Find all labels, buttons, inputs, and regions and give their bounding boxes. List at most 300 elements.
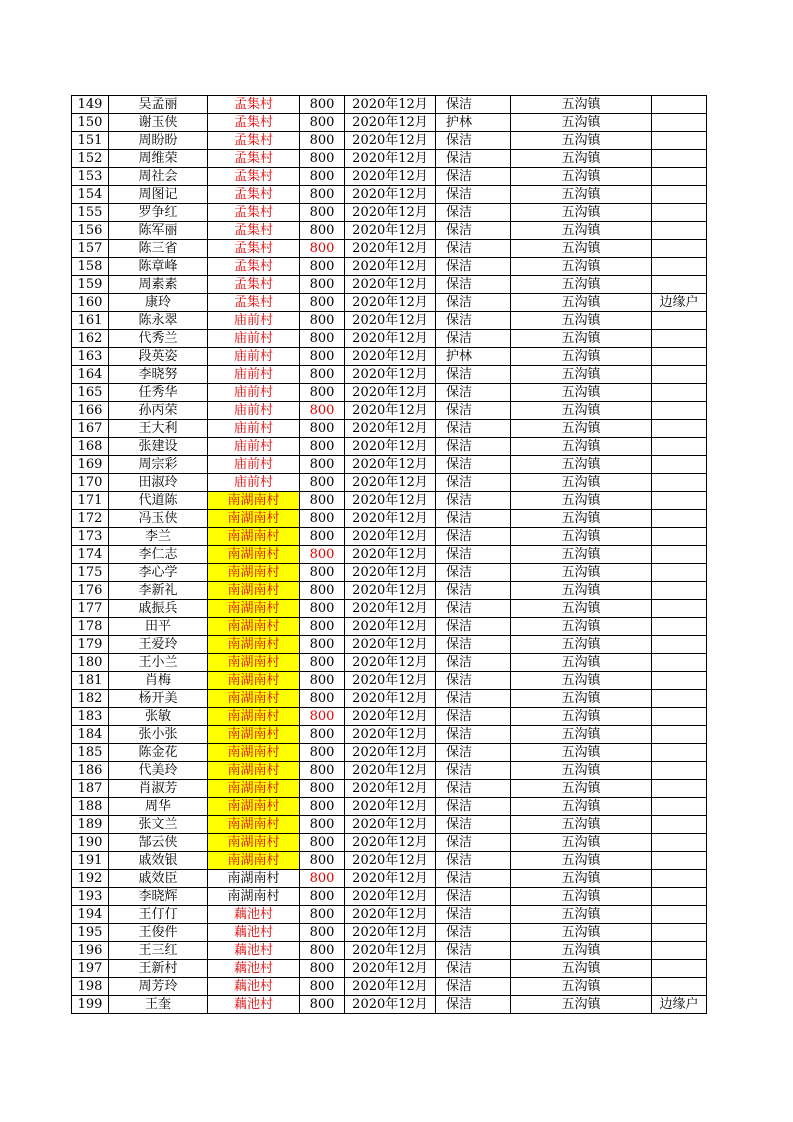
amount: 800	[300, 600, 345, 618]
remark	[652, 618, 707, 636]
row-number: 153	[72, 168, 109, 186]
table-row	[72, 276, 707, 294]
job-type: 护林	[436, 348, 511, 366]
job-type: 保洁	[436, 780, 511, 798]
person-name: 周社会	[109, 168, 208, 186]
month: 2020年12月	[345, 384, 436, 402]
job-type: 保洁	[436, 708, 511, 726]
month: 2020年12月	[345, 582, 436, 600]
row-number: 178	[72, 618, 109, 636]
table-row	[72, 816, 707, 834]
town-name: 五沟镇	[511, 132, 652, 150]
job-type: 保洁	[436, 726, 511, 744]
month: 2020年12月	[345, 204, 436, 222]
town-name: 五沟镇	[511, 942, 652, 960]
town-name: 五沟镇	[511, 294, 652, 312]
village-name: 南湖南村	[208, 600, 300, 618]
person-name: 张建设	[109, 438, 208, 456]
table-row	[72, 114, 707, 132]
job-type: 保洁	[436, 258, 511, 276]
month: 2020年12月	[345, 96, 436, 114]
table-row	[72, 960, 707, 978]
remark: 边缘户	[652, 996, 707, 1014]
person-name: 代道陈	[109, 492, 208, 510]
village-name: 南湖南村	[208, 492, 300, 510]
month: 2020年12月	[345, 798, 436, 816]
village-name: 庙前村	[208, 420, 300, 438]
job-type: 保洁	[436, 636, 511, 654]
table-row	[72, 834, 707, 852]
row-number: 166	[72, 402, 109, 420]
job-type: 保洁	[436, 960, 511, 978]
row-number: 188	[72, 798, 109, 816]
remark	[652, 978, 707, 996]
amount: 800	[300, 636, 345, 654]
village-name: 孟集村	[208, 168, 300, 186]
town-name: 五沟镇	[511, 456, 652, 474]
table-row	[72, 438, 707, 456]
town-name: 五沟镇	[511, 204, 652, 222]
village-name: 藕池村	[208, 996, 300, 1014]
month: 2020年12月	[345, 888, 436, 906]
remark	[652, 708, 707, 726]
village-name: 南湖南村	[208, 690, 300, 708]
remark	[652, 654, 707, 672]
person-name: 周维荣	[109, 150, 208, 168]
row-number: 169	[72, 456, 109, 474]
job-type: 保洁	[436, 276, 511, 294]
village-name: 南湖南村	[208, 780, 300, 798]
month: 2020年12月	[345, 564, 436, 582]
amount: 800	[300, 186, 345, 204]
town-name: 五沟镇	[511, 366, 652, 384]
village-name: 庙前村	[208, 348, 300, 366]
town-name: 五沟镇	[511, 708, 652, 726]
town-name: 五沟镇	[511, 258, 652, 276]
month: 2020年12月	[345, 744, 436, 762]
amount: 800	[300, 834, 345, 852]
remark	[652, 420, 707, 438]
village-name: 藕池村	[208, 960, 300, 978]
job-type: 保洁	[436, 924, 511, 942]
table-row	[72, 636, 707, 654]
table-row	[72, 762, 707, 780]
job-type: 保洁	[436, 240, 511, 258]
job-type: 保洁	[436, 366, 511, 384]
person-name: 李晓努	[109, 366, 208, 384]
town-name: 五沟镇	[511, 870, 652, 888]
remark	[652, 438, 707, 456]
job-type: 保洁	[436, 762, 511, 780]
remark	[652, 96, 707, 114]
remark	[652, 546, 707, 564]
row-number: 167	[72, 420, 109, 438]
village-name: 南湖南村	[208, 744, 300, 762]
row-number: 149	[72, 96, 109, 114]
month: 2020年12月	[345, 780, 436, 798]
row-number: 155	[72, 204, 109, 222]
remark	[652, 582, 707, 600]
person-name: 王大利	[109, 420, 208, 438]
remark	[652, 474, 707, 492]
remark	[652, 762, 707, 780]
amount: 800	[300, 996, 345, 1014]
remark	[652, 312, 707, 330]
job-type: 保洁	[436, 618, 511, 636]
table-row	[72, 726, 707, 744]
job-type: 保洁	[436, 654, 511, 672]
person-name: 李新礼	[109, 582, 208, 600]
person-name: 王新村	[109, 960, 208, 978]
table-row	[72, 924, 707, 942]
job-type: 保洁	[436, 798, 511, 816]
village-name: 庙前村	[208, 384, 300, 402]
village-name: 南湖南村	[208, 582, 300, 600]
person-name: 田平	[109, 618, 208, 636]
table-row	[72, 852, 707, 870]
table-row	[72, 582, 707, 600]
month: 2020年12月	[345, 348, 436, 366]
table-row	[72, 744, 707, 762]
row-number: 172	[72, 510, 109, 528]
month: 2020年12月	[345, 996, 436, 1014]
month: 2020年12月	[345, 114, 436, 132]
person-name: 郜云侠	[109, 834, 208, 852]
remark	[652, 240, 707, 258]
amount: 800	[300, 402, 345, 420]
table-row	[72, 510, 707, 528]
row-number: 160	[72, 294, 109, 312]
month: 2020年12月	[345, 816, 436, 834]
amount: 800	[300, 168, 345, 186]
remark	[652, 348, 707, 366]
amount: 800	[300, 654, 345, 672]
table-row	[72, 798, 707, 816]
row-number: 175	[72, 564, 109, 582]
village-name: 南湖南村	[208, 636, 300, 654]
town-name: 五沟镇	[511, 834, 652, 852]
person-name: 任秀华	[109, 384, 208, 402]
remark	[652, 924, 707, 942]
remark	[652, 906, 707, 924]
person-name: 张文兰	[109, 816, 208, 834]
town-name: 五沟镇	[511, 330, 652, 348]
town-name: 五沟镇	[511, 816, 652, 834]
remark	[652, 564, 707, 582]
row-number: 184	[72, 726, 109, 744]
person-name: 段英姿	[109, 348, 208, 366]
village-name: 孟集村	[208, 240, 300, 258]
amount: 800	[300, 798, 345, 816]
row-number: 162	[72, 330, 109, 348]
table-row	[72, 132, 707, 150]
amount: 800	[300, 672, 345, 690]
village-name: 藕池村	[208, 978, 300, 996]
town-name: 五沟镇	[511, 996, 652, 1014]
village-name: 庙前村	[208, 456, 300, 474]
row-number: 164	[72, 366, 109, 384]
month: 2020年12月	[345, 708, 436, 726]
month: 2020年12月	[345, 528, 436, 546]
month: 2020年12月	[345, 366, 436, 384]
town-name: 五沟镇	[511, 276, 652, 294]
town-name: 五沟镇	[511, 546, 652, 564]
amount: 800	[300, 474, 345, 492]
town-name: 五沟镇	[511, 384, 652, 402]
person-name: 张小张	[109, 726, 208, 744]
job-type: 保洁	[436, 564, 511, 582]
row-number: 189	[72, 816, 109, 834]
table-row	[72, 474, 707, 492]
row-number: 171	[72, 492, 109, 510]
job-type: 保洁	[436, 492, 511, 510]
row-number: 150	[72, 114, 109, 132]
remark	[652, 366, 707, 384]
town-name: 五沟镇	[511, 402, 652, 420]
village-name: 南湖南村	[208, 834, 300, 852]
row-number: 185	[72, 744, 109, 762]
village-name: 孟集村	[208, 294, 300, 312]
table-row	[72, 888, 707, 906]
person-name: 王爱玲	[109, 636, 208, 654]
row-number: 181	[72, 672, 109, 690]
person-name: 肖淑芳	[109, 780, 208, 798]
remark	[652, 798, 707, 816]
table-row	[72, 942, 707, 960]
job-type: 保洁	[436, 942, 511, 960]
amount: 800	[300, 852, 345, 870]
town-name: 五沟镇	[511, 438, 652, 456]
row-number: 187	[72, 780, 109, 798]
town-name: 五沟镇	[511, 672, 652, 690]
person-name: 吴孟丽	[109, 96, 208, 114]
amount: 800	[300, 456, 345, 474]
town-name: 五沟镇	[511, 168, 652, 186]
remark	[652, 510, 707, 528]
amount: 800	[300, 870, 345, 888]
table-row	[72, 456, 707, 474]
person-name: 陈永翠	[109, 312, 208, 330]
job-type: 保洁	[436, 474, 511, 492]
table-row	[72, 186, 707, 204]
person-name: 陈金花	[109, 744, 208, 762]
person-name: 陈军丽	[109, 222, 208, 240]
month: 2020年12月	[345, 636, 436, 654]
town-name: 五沟镇	[511, 726, 652, 744]
person-name: 陈章峰	[109, 258, 208, 276]
table-row	[72, 564, 707, 582]
person-name: 周图记	[109, 186, 208, 204]
job-type: 保洁	[436, 312, 511, 330]
remark	[652, 384, 707, 402]
remark	[652, 204, 707, 222]
remark	[652, 780, 707, 798]
row-number: 177	[72, 600, 109, 618]
table-row	[72, 402, 707, 420]
row-number: 199	[72, 996, 109, 1014]
person-name: 李仁志	[109, 546, 208, 564]
amount: 800	[300, 582, 345, 600]
person-name: 王小兰	[109, 654, 208, 672]
row-number: 195	[72, 924, 109, 942]
month: 2020年12月	[345, 258, 436, 276]
job-type: 保洁	[436, 816, 511, 834]
town-name: 五沟镇	[511, 798, 652, 816]
amount: 800	[300, 744, 345, 762]
month: 2020年12月	[345, 168, 436, 186]
amount: 800	[300, 222, 345, 240]
job-type: 保洁	[436, 384, 511, 402]
person-name: 王奎	[109, 996, 208, 1014]
row-number: 161	[72, 312, 109, 330]
village-name: 藕池村	[208, 924, 300, 942]
amount: 800	[300, 132, 345, 150]
amount: 800	[300, 906, 345, 924]
table-row	[72, 366, 707, 384]
table-row	[72, 384, 707, 402]
village-name: 孟集村	[208, 96, 300, 114]
town-name: 五沟镇	[511, 780, 652, 798]
month: 2020年12月	[345, 690, 436, 708]
amount: 800	[300, 492, 345, 510]
month: 2020年12月	[345, 456, 436, 474]
remark	[652, 672, 707, 690]
town-name: 五沟镇	[511, 978, 652, 996]
person-name: 代美玲	[109, 762, 208, 780]
row-number: 191	[72, 852, 109, 870]
table-row	[72, 330, 707, 348]
remark	[652, 600, 707, 618]
table-row	[72, 708, 707, 726]
remark	[652, 636, 707, 654]
person-name: 周华	[109, 798, 208, 816]
village-name: 南湖南村	[208, 870, 300, 888]
table-row	[72, 150, 707, 168]
remark	[652, 726, 707, 744]
row-number: 154	[72, 186, 109, 204]
month: 2020年12月	[345, 420, 436, 438]
person-name: 李心学	[109, 564, 208, 582]
month: 2020年12月	[345, 546, 436, 564]
job-type: 保洁	[436, 204, 511, 222]
village-name: 南湖南村	[208, 528, 300, 546]
amount: 800	[300, 330, 345, 348]
table-row	[72, 600, 707, 618]
person-name: 王俊件	[109, 924, 208, 942]
row-number: 197	[72, 960, 109, 978]
amount: 800	[300, 762, 345, 780]
row-number: 156	[72, 222, 109, 240]
town-name: 五沟镇	[511, 636, 652, 654]
table-row	[72, 690, 707, 708]
table-row	[72, 618, 707, 636]
amount: 800	[300, 708, 345, 726]
village-name: 南湖南村	[208, 852, 300, 870]
month: 2020年12月	[345, 474, 436, 492]
job-type: 保洁	[436, 996, 511, 1014]
table-row	[72, 420, 707, 438]
table-row	[72, 204, 707, 222]
row-number: 182	[72, 690, 109, 708]
month: 2020年12月	[345, 924, 436, 942]
month: 2020年12月	[345, 870, 436, 888]
amount: 800	[300, 510, 345, 528]
town-name: 五沟镇	[511, 654, 652, 672]
job-type: 保洁	[436, 690, 511, 708]
village-name: 庙前村	[208, 474, 300, 492]
job-type: 保洁	[436, 528, 511, 546]
job-type: 保洁	[436, 330, 511, 348]
table-row	[72, 222, 707, 240]
table-row	[72, 240, 707, 258]
month: 2020年12月	[345, 402, 436, 420]
person-name: 戚振兵	[109, 600, 208, 618]
row-number: 168	[72, 438, 109, 456]
village-name: 南湖南村	[208, 654, 300, 672]
table-row	[72, 780, 707, 798]
town-name: 五沟镇	[511, 690, 652, 708]
month: 2020年12月	[345, 510, 436, 528]
town-name: 五沟镇	[511, 186, 652, 204]
job-type: 保洁	[436, 600, 511, 618]
month: 2020年12月	[345, 942, 436, 960]
remark	[652, 888, 707, 906]
village-name: 南湖南村	[208, 726, 300, 744]
month: 2020年12月	[345, 276, 436, 294]
month: 2020年12月	[345, 906, 436, 924]
town-name: 五沟镇	[511, 582, 652, 600]
town-name: 五沟镇	[511, 348, 652, 366]
month: 2020年12月	[345, 762, 436, 780]
job-type: 保洁	[436, 420, 511, 438]
town-name: 五沟镇	[511, 564, 652, 582]
person-name: 周素素	[109, 276, 208, 294]
remark	[652, 222, 707, 240]
village-name: 南湖南村	[208, 816, 300, 834]
row-number: 196	[72, 942, 109, 960]
table-row	[72, 528, 707, 546]
job-type: 保洁	[436, 438, 511, 456]
amount: 800	[300, 546, 345, 564]
remark	[652, 276, 707, 294]
job-type: 保洁	[436, 978, 511, 996]
remark	[652, 528, 707, 546]
town-name: 五沟镇	[511, 924, 652, 942]
village-name: 南湖南村	[208, 708, 300, 726]
month: 2020年12月	[345, 330, 436, 348]
amount: 800	[300, 942, 345, 960]
person-name: 戚效臣	[109, 870, 208, 888]
job-type: 保洁	[436, 294, 511, 312]
village-name: 南湖南村	[208, 618, 300, 636]
town-name: 五沟镇	[511, 906, 652, 924]
table-row	[72, 672, 707, 690]
job-type: 保洁	[436, 132, 511, 150]
amount: 800	[300, 780, 345, 798]
remark	[652, 816, 707, 834]
remark	[652, 114, 707, 132]
town-name: 五沟镇	[511, 312, 652, 330]
amount: 800	[300, 960, 345, 978]
person-name: 王三红	[109, 942, 208, 960]
amount: 800	[300, 690, 345, 708]
village-name: 孟集村	[208, 276, 300, 294]
remark	[652, 186, 707, 204]
row-number: 163	[72, 348, 109, 366]
table-row	[72, 906, 707, 924]
town-name: 五沟镇	[511, 762, 652, 780]
amount: 800	[300, 276, 345, 294]
